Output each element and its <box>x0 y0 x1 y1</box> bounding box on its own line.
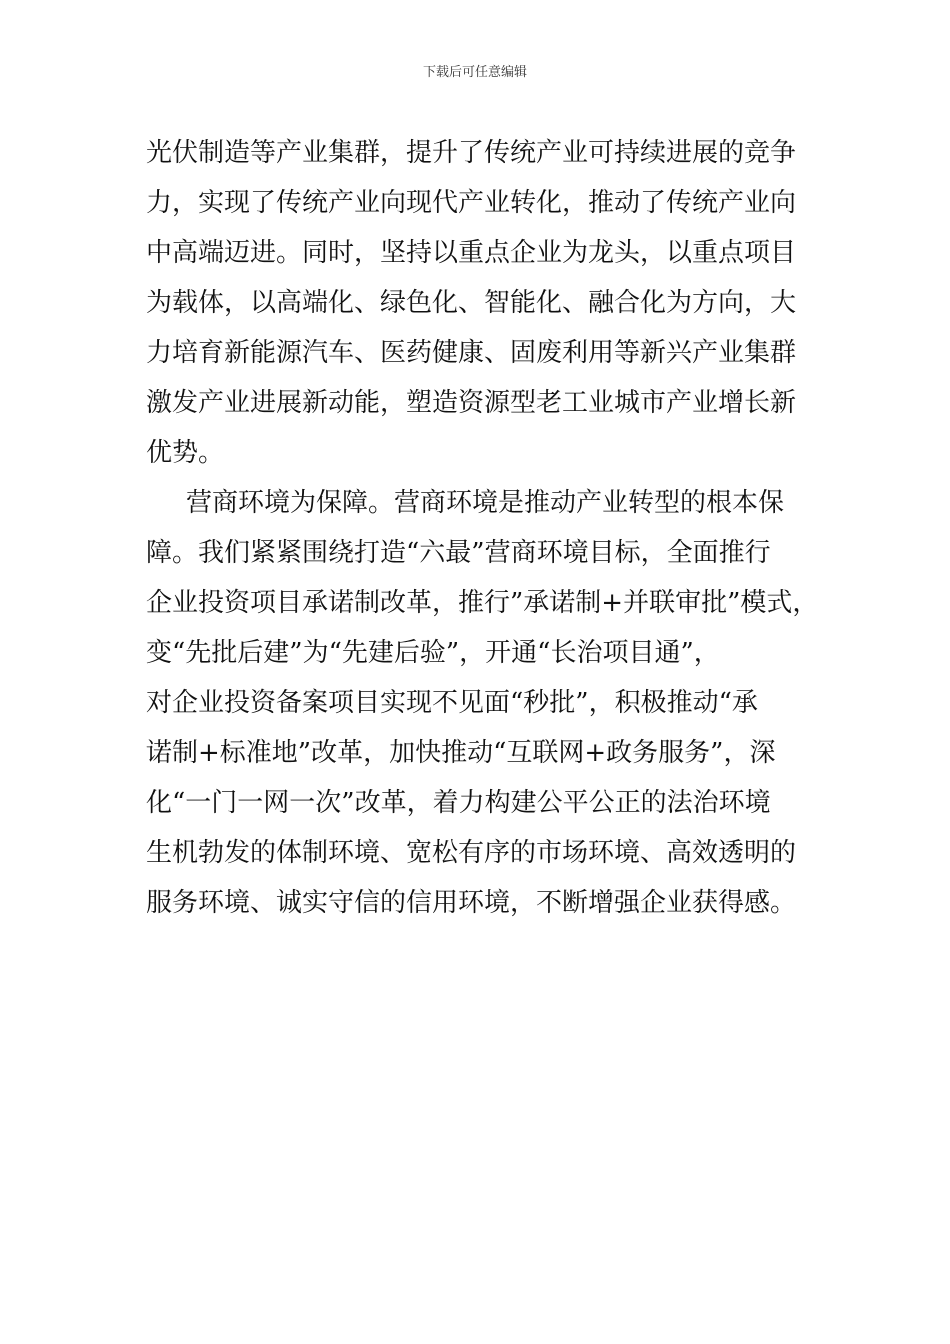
text-line: 光伏制造等产业集群，提升了传统产业可持续进展的竞争 <box>146 138 797 168</box>
page-header: 下载后可任意编辑 <box>422 65 527 80</box>
text-line: 优势。 <box>146 438 225 468</box>
text-line: 激发产业进展新动能，塑造资源型老工业城市产业增长新 <box>146 388 797 418</box>
text-line: 力培育新能源汽车、医药健康、固废利用等新兴产业集群 <box>146 338 797 368</box>
text-line: 服务环境、诚实守信的信用环境，不断增强企业获得感。 <box>146 888 797 918</box>
body-text <box>146 128 819 928</box>
text-line: 诺制+标准地”改革，加快推动“互联网+政务服务”，深 <box>146 738 776 768</box>
text-line: 企业投资项目承诺制改革，推行”承诺制+并联审批”模式， <box>146 588 819 618</box>
paragraph-1 <box>146 128 811 478</box>
text-line: 生机勃发的体制环境、宽松有序的市场环境、高效透明的 <box>146 838 797 868</box>
text-line: 中高端迈进。同时，坚持以重点企业为龙头，以重点项目 <box>146 238 797 268</box>
text-line: 化“一门一网一次”改革，着力构建公平公正的法治环境 <box>146 788 771 818</box>
text-line: 对企业投资备案项目实现不见面“秒批”，积极推动“承 <box>146 688 758 718</box>
text-line: 变“先批后建”为“先建后验”，开通“长治项目通”， <box>146 638 720 668</box>
paragraph-2 <box>146 478 819 928</box>
text-line: 障。我们紧紧围绕打造“六最”营商环境目标，全面推行 <box>146 538 771 568</box>
text-line: 营商环境为保障。营商环境是推动产业转型的根本保 <box>186 488 785 518</box>
text-line: 为载体，以高端化、绿色化、智能化、融合化为方向，大 <box>146 288 797 318</box>
text-line: 力，实现了传统产业向现代产业转化，推动了传统产业向 <box>146 188 797 218</box>
